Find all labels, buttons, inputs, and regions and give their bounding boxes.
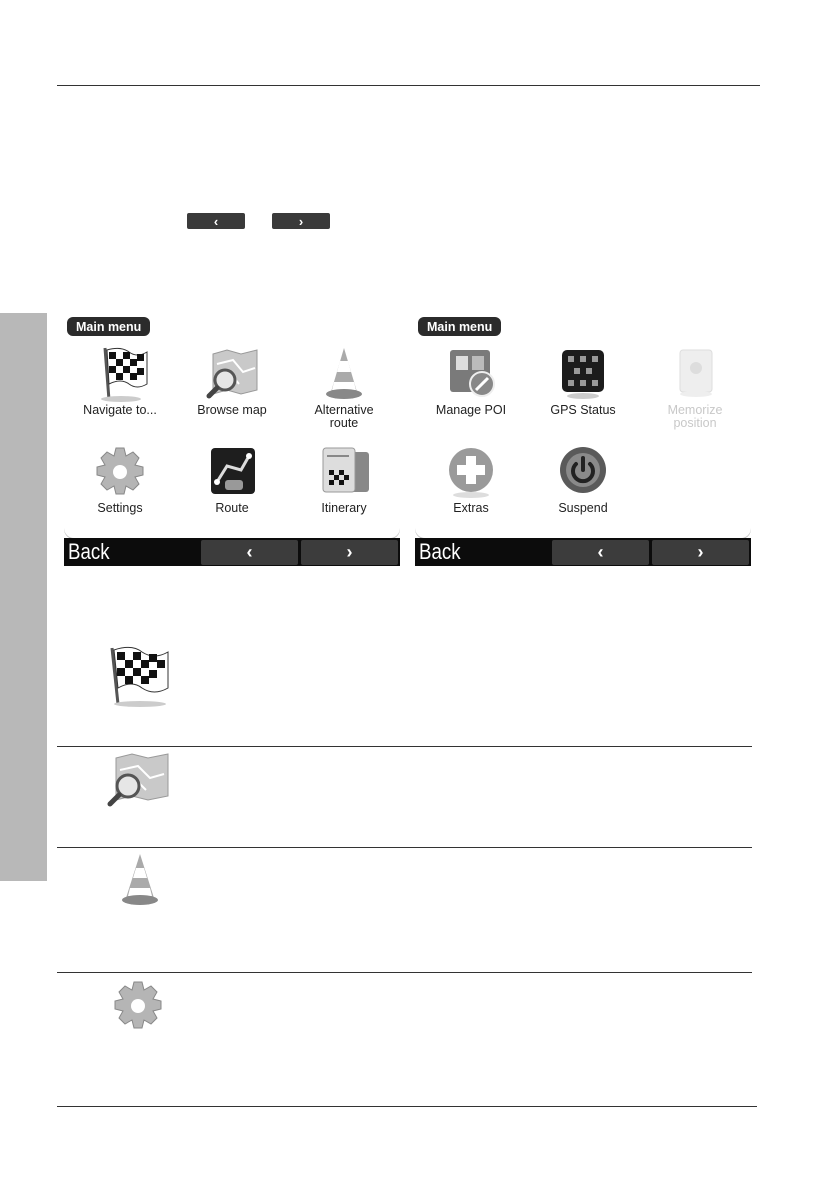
footer-rule bbox=[57, 1106, 757, 1107]
gear-icon bbox=[106, 978, 170, 1039]
gps-status-icon bbox=[553, 344, 613, 402]
menu-item-gps-status[interactable] bbox=[527, 344, 639, 440]
menu-item-settings[interactable] bbox=[64, 442, 176, 538]
next-page-button[interactable]: › bbox=[301, 540, 398, 565]
menu-item-browse-map[interactable] bbox=[176, 344, 288, 440]
menu-item-label: Manage POI bbox=[435, 403, 507, 417]
main-menu-tag: Main menu bbox=[67, 317, 150, 336]
plus-icon bbox=[441, 442, 501, 500]
menu-item-label: Alternative route bbox=[314, 403, 374, 430]
menu-item-label: Route bbox=[215, 501, 249, 515]
menu-item-extras[interactable] bbox=[415, 442, 527, 538]
back-button[interactable]: Back bbox=[68, 539, 110, 564]
back-button[interactable]: Back bbox=[419, 539, 461, 564]
itinerary-icon bbox=[314, 442, 374, 500]
bottom-bar bbox=[415, 538, 751, 566]
menu-item-label: Itinerary bbox=[321, 501, 367, 515]
gear-icon bbox=[90, 442, 150, 500]
next-page-button[interactable]: › bbox=[652, 540, 749, 565]
manage-poi-icon bbox=[441, 344, 501, 402]
power-icon bbox=[553, 442, 613, 500]
browse-map-icon bbox=[202, 344, 262, 402]
menu-panel bbox=[415, 334, 751, 538]
prev-page-button[interactable]: ‹ bbox=[552, 540, 649, 565]
section-rule bbox=[57, 746, 752, 747]
section-rule bbox=[57, 847, 752, 848]
traffic-cone-icon bbox=[314, 344, 374, 402]
checkered-flag-icon bbox=[90, 344, 150, 402]
section-rule bbox=[57, 972, 752, 973]
menu-item-manage-poi[interactable] bbox=[415, 344, 527, 440]
menu-item-label: Suspend bbox=[558, 501, 608, 515]
main-menu-screen-1 bbox=[64, 316, 400, 566]
menu-panel bbox=[64, 334, 400, 538]
bottom-bar bbox=[64, 538, 400, 566]
traffic-cone-icon bbox=[112, 852, 168, 913]
header-rule bbox=[57, 85, 760, 86]
menu-item-alternative-route[interactable] bbox=[288, 344, 400, 440]
menu-item-memorize-position bbox=[639, 344, 751, 440]
menu-item-label: GPS Status bbox=[550, 403, 616, 417]
browse-map-icon bbox=[104, 752, 174, 813]
main-menu-tag: Main menu bbox=[418, 317, 501, 336]
route-icon bbox=[202, 442, 262, 500]
menu-item-label: Settings bbox=[97, 501, 143, 515]
menu-item-navigate-to[interactable] bbox=[64, 344, 176, 440]
menu-item-label: Memorize position bbox=[667, 403, 723, 430]
main-menu-screen-2 bbox=[415, 316, 751, 566]
prev-page-button[interactable]: ‹ bbox=[201, 540, 298, 565]
side-tab bbox=[0, 313, 47, 881]
menu-item-suspend[interactable] bbox=[527, 442, 639, 538]
memorize-position-icon bbox=[665, 344, 725, 402]
inline-prev-button: ‹ bbox=[187, 213, 245, 229]
checkered-flag-icon bbox=[104, 642, 174, 713]
menu-item-label: Browse map bbox=[197, 403, 267, 417]
menu-item-route[interactable] bbox=[176, 442, 288, 538]
menu-item-label: Extras bbox=[453, 501, 489, 515]
menu-item-label: Navigate to... bbox=[83, 403, 157, 417]
menu-item-itinerary[interactable] bbox=[288, 442, 400, 538]
inline-next-button: › bbox=[272, 213, 330, 229]
